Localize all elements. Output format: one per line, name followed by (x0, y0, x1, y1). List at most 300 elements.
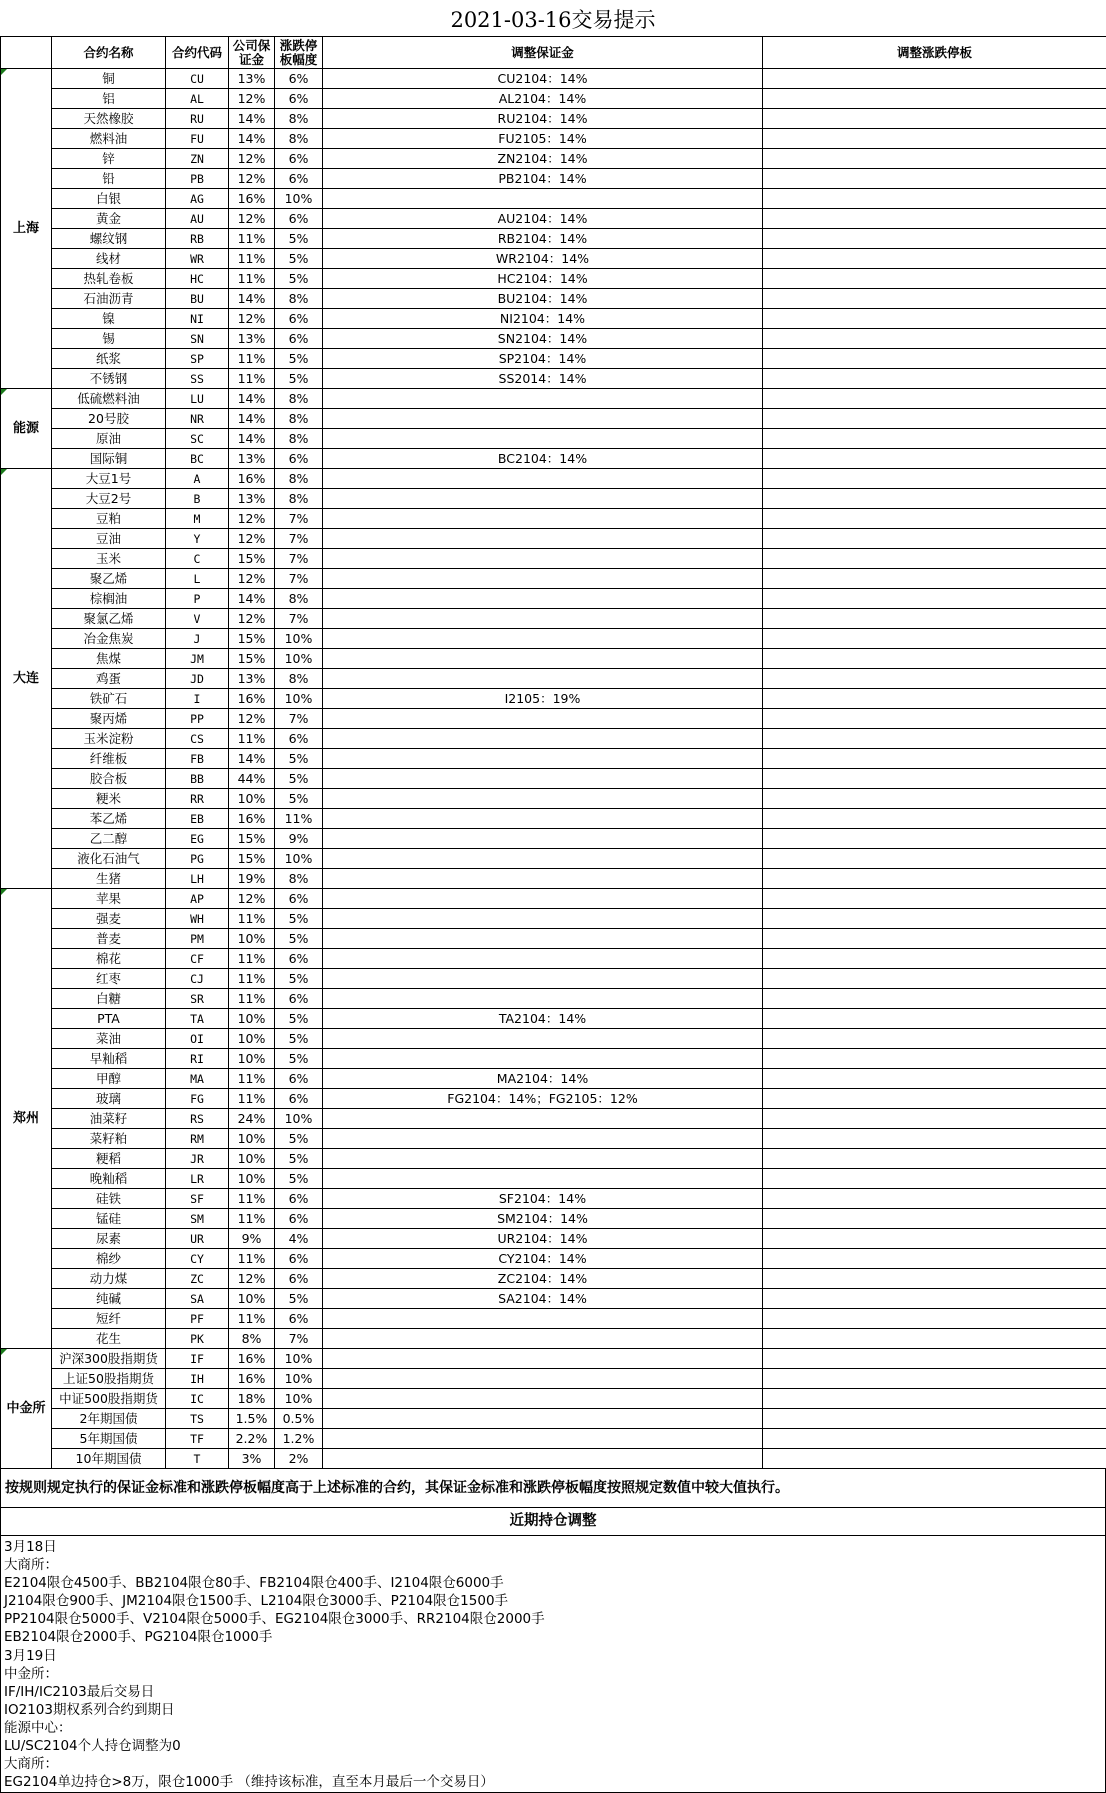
company-margin-cell: 14% (229, 109, 275, 129)
table-row (1, 1309, 1106, 1329)
contract-code-cell: ZN (166, 149, 229, 169)
adjusted-margin-cell (323, 949, 763, 969)
adjusted-margin-cell: AL2104：14% (323, 89, 763, 109)
contract-code-cell: EG (166, 829, 229, 849)
limit-range-cell: 5% (275, 349, 323, 369)
table-row (1, 169, 1106, 189)
limit-range-cell: 6% (275, 69, 323, 89)
company-margin-cell: 8% (229, 1329, 275, 1349)
table-row (1, 1149, 1106, 1169)
adjusted-limit-cell (763, 409, 1106, 429)
limit-range-cell: 8% (275, 289, 323, 309)
contract-name-cell: 黄金 (52, 209, 166, 229)
company-margin-cell: 12% (229, 609, 275, 629)
adjusted-limit-cell (763, 709, 1106, 729)
adjusted-limit-cell (763, 529, 1106, 549)
table-row (1, 669, 1106, 689)
limit-range-cell: 7% (275, 709, 323, 729)
company-margin-cell: 14% (229, 429, 275, 449)
contract-name-cell: 冶金焦炭 (52, 629, 166, 649)
company-margin-cell: 16% (229, 189, 275, 209)
company-margin-cell: 11% (229, 1069, 275, 1089)
adjusted-limit-cell (763, 649, 1106, 669)
company-margin-cell: 10% (229, 1149, 275, 1169)
company-margin-cell: 11% (229, 729, 275, 749)
contract-name-cell: 热轧卷板 (52, 269, 166, 289)
table-row (1, 849, 1106, 869)
position-line: 中金所： (4, 1665, 1102, 1683)
adjusted-limit-cell (763, 149, 1106, 169)
table-row (1, 949, 1106, 969)
adjusted-limit-cell (763, 1249, 1106, 1269)
contract-code-cell: AG (166, 189, 229, 209)
table-row (1, 1169, 1106, 1189)
position-line: PP2104限仓5000手、V2104限仓5000手、EG2104限仓3000手、RR2104限仓2000手 (4, 1610, 1102, 1628)
table-row (1, 569, 1106, 589)
contract-code-cell: JM (166, 649, 229, 669)
table-row (1, 1089, 1106, 1109)
header-company-margin: 公司保证金 (229, 37, 275, 69)
contract-name-cell: 聚丙烯 (52, 709, 166, 729)
company-margin-cell: 12% (229, 169, 275, 189)
table-row (1, 769, 1106, 789)
contract-code-cell: OI (166, 1029, 229, 1049)
contract-name-cell: 原油 (52, 429, 166, 449)
limit-range-cell: 6% (275, 1309, 323, 1329)
table-row (1, 1329, 1106, 1349)
contract-name-cell: 铁矿石 (52, 689, 166, 709)
contract-name-cell: 尿素 (52, 1229, 166, 1249)
adjusted-margin-cell: NI2104：14% (323, 309, 763, 329)
company-margin-cell: 11% (229, 369, 275, 389)
table-row (1, 549, 1106, 569)
table-row (1, 249, 1106, 269)
adjusted-limit-cell (763, 909, 1106, 929)
company-margin-cell: 12% (229, 1269, 275, 1289)
company-margin-cell: 12% (229, 569, 275, 589)
contract-code-cell: SS (166, 369, 229, 389)
company-margin-cell: 24% (229, 1109, 275, 1129)
adjusted-margin-cell (323, 409, 763, 429)
adjusted-margin-cell (323, 1169, 763, 1189)
adjusted-limit-cell (763, 1229, 1106, 1249)
contract-name-cell: 中证500股指期货 (52, 1389, 166, 1409)
limit-range-cell: 10% (275, 649, 323, 669)
table-row (1, 1209, 1106, 1229)
table-row (1, 649, 1106, 669)
contract-code-cell: FG (166, 1089, 229, 1109)
limit-range-cell: 8% (275, 469, 323, 489)
contract-code-cell: TF (166, 1429, 229, 1449)
contract-name-cell: 大豆1号 (52, 469, 166, 489)
contract-code-cell: CY (166, 1249, 229, 1269)
company-margin-cell: 11% (229, 1209, 275, 1229)
contract-code-cell: HC (166, 269, 229, 289)
contract-code-cell: RM (166, 1129, 229, 1149)
company-margin-cell: 11% (229, 909, 275, 929)
position-line: EG2104单边持仓>8万，限仓1000手 （维持该标准，直至本月最后一个交易日） (4, 1773, 1102, 1791)
company-margin-cell: 14% (229, 749, 275, 769)
contract-name-cell: 玉米 (52, 549, 166, 569)
margin-table-body (1, 37, 1106, 1469)
adjusted-limit-cell (763, 1409, 1106, 1429)
contract-code-cell: PF (166, 1309, 229, 1329)
header-contract-code: 合约代码 (166, 37, 229, 69)
adjusted-margin-cell (323, 709, 763, 729)
contract-code-cell: SF (166, 1189, 229, 1209)
adjusted-limit-cell (763, 329, 1106, 349)
company-margin-cell: 10% (229, 1129, 275, 1149)
contract-name-cell: 棉花 (52, 949, 166, 969)
company-margin-cell: 12% (229, 509, 275, 529)
adjusted-limit-cell (763, 189, 1106, 209)
contract-name-cell: 甲醇 (52, 1069, 166, 1089)
exchange-cell: 大连 (1, 469, 52, 889)
adjusted-limit-cell (763, 1169, 1106, 1189)
table-row (1, 1289, 1106, 1309)
limit-range-cell: 6% (275, 309, 323, 329)
contract-name-cell: 油菜籽 (52, 1109, 166, 1129)
contract-name-cell: 石油沥青 (52, 289, 166, 309)
adjusted-margin-cell (323, 669, 763, 689)
company-margin-cell: 13% (229, 329, 275, 349)
company-margin-cell: 14% (229, 589, 275, 609)
company-margin-cell: 11% (229, 349, 275, 369)
limit-range-cell: 10% (275, 1109, 323, 1129)
contract-name-cell: 菜油 (52, 1029, 166, 1049)
contract-code-cell: L (166, 569, 229, 589)
table-row (1, 789, 1106, 809)
adjusted-margin-cell (323, 429, 763, 449)
table-row (1, 1129, 1106, 1149)
contract-code-cell: FB (166, 749, 229, 769)
contract-code-cell: SP (166, 349, 229, 369)
adjusted-limit-cell (763, 509, 1106, 529)
table-row (1, 289, 1106, 309)
adjusted-limit-cell (763, 309, 1106, 329)
company-margin-cell: 15% (229, 849, 275, 869)
limit-range-cell: 5% (275, 1049, 323, 1069)
adjusted-margin-cell (323, 989, 763, 1009)
position-line: IF/IH/IC2103最后交易日 (4, 1683, 1102, 1701)
contract-code-cell: PM (166, 929, 229, 949)
company-margin-cell: 10% (229, 1009, 275, 1029)
company-margin-cell: 16% (229, 809, 275, 829)
company-margin-cell: 11% (229, 1089, 275, 1109)
table-row (1, 149, 1106, 169)
table-row (1, 529, 1106, 549)
limit-range-cell: 6% (275, 89, 323, 109)
adjusted-limit-cell (763, 849, 1106, 869)
adjusted-margin-cell: MA2104：14% (323, 1069, 763, 1089)
contract-code-cell: SA (166, 1289, 229, 1309)
company-margin-cell: 14% (229, 289, 275, 309)
contract-name-cell: 10年期国债 (52, 1449, 166, 1469)
adjusted-margin-cell (323, 729, 763, 749)
limit-range-cell: 5% (275, 789, 323, 809)
position-adjustment-body (0, 1536, 1106, 1793)
limit-range-cell: 10% (275, 689, 323, 709)
company-margin-cell: 11% (229, 989, 275, 1009)
table-row (1, 1409, 1106, 1429)
contract-name-cell: 鸡蛋 (52, 669, 166, 689)
contract-code-cell: WR (166, 249, 229, 269)
table-row (1, 689, 1106, 709)
adjusted-margin-cell: FU2105：14% (323, 129, 763, 149)
contract-name-cell: 不锈钢 (52, 369, 166, 389)
contract-name-cell: 白糖 (52, 989, 166, 1009)
adjusted-limit-cell (763, 1009, 1106, 1029)
company-margin-cell: 11% (229, 269, 275, 289)
limit-range-cell: 7% (275, 609, 323, 629)
adjusted-limit-cell (763, 209, 1106, 229)
adjusted-margin-cell (323, 1329, 763, 1349)
adjusted-limit-cell (763, 1029, 1106, 1049)
adjusted-limit-cell (763, 969, 1106, 989)
table-row (1, 469, 1106, 489)
contract-name-cell: 菜籽粕 (52, 1129, 166, 1149)
position-adjustment-title: 近期持仓调整 (0, 1508, 1106, 1536)
table-row (1, 889, 1106, 909)
contract-name-cell: 短纤 (52, 1309, 166, 1329)
contract-name-cell: 镍 (52, 309, 166, 329)
adjusted-limit-cell (763, 1349, 1106, 1369)
contract-name-cell: 聚氯乙烯 (52, 609, 166, 629)
limit-range-cell: 10% (275, 849, 323, 869)
table-row (1, 629, 1106, 649)
exchange-cell: 上海 (1, 69, 52, 389)
adjusted-margin-cell (323, 749, 763, 769)
limit-range-cell: 2% (275, 1449, 323, 1469)
company-margin-cell: 11% (229, 1309, 275, 1329)
adjusted-limit-cell (763, 1269, 1106, 1289)
company-margin-cell: 10% (229, 789, 275, 809)
table-row (1, 1029, 1106, 1049)
adjusted-margin-cell (323, 869, 763, 889)
table-row (1, 69, 1106, 89)
contract-name-cell: 纸浆 (52, 349, 166, 369)
table-row (1, 429, 1106, 449)
contract-code-cell: RU (166, 109, 229, 129)
company-margin-cell: 12% (229, 889, 275, 909)
contract-code-cell: B (166, 489, 229, 509)
contract-code-cell: IF (166, 1349, 229, 1369)
contract-name-cell: 强麦 (52, 909, 166, 929)
contract-name-cell: 焦煤 (52, 649, 166, 669)
contract-code-cell: M (166, 509, 229, 529)
limit-range-cell: 6% (275, 1069, 323, 1089)
contract-code-cell: CJ (166, 969, 229, 989)
limit-range-cell: 6% (275, 169, 323, 189)
adjusted-margin-cell (323, 829, 763, 849)
header-limit-range: 涨跌停板幅度 (275, 37, 323, 69)
table-row (1, 269, 1106, 289)
adjusted-limit-cell (763, 629, 1106, 649)
table-row (1, 369, 1106, 389)
adjusted-margin-cell (323, 909, 763, 929)
limit-range-cell: 5% (275, 969, 323, 989)
limit-range-cell: 6% (275, 729, 323, 749)
table-row (1, 329, 1106, 349)
adjusted-limit-cell (763, 1369, 1106, 1389)
adjusted-limit-cell (763, 1389, 1106, 1409)
table-row (1, 1229, 1106, 1249)
table-row (1, 749, 1106, 769)
exchange-cell: 中金所 (1, 1349, 52, 1469)
company-margin-cell: 16% (229, 689, 275, 709)
adjusted-margin-cell (323, 1449, 763, 1469)
limit-range-cell: 10% (275, 189, 323, 209)
contract-name-cell: 大豆2号 (52, 489, 166, 509)
table-row (1, 489, 1106, 509)
limit-range-cell: 10% (275, 1349, 323, 1369)
company-margin-cell: 15% (229, 649, 275, 669)
adjusted-limit-cell (763, 929, 1106, 949)
limit-range-cell: 8% (275, 429, 323, 449)
table-row (1, 589, 1106, 609)
contract-code-cell: EB (166, 809, 229, 829)
adjusted-limit-cell (763, 889, 1106, 909)
limit-range-cell: 0.5% (275, 1409, 323, 1429)
company-margin-cell: 44% (229, 769, 275, 789)
contract-name-cell: 锰硅 (52, 1209, 166, 1229)
limit-range-cell: 9% (275, 829, 323, 849)
limit-range-cell: 10% (275, 1369, 323, 1389)
limit-range-cell: 6% (275, 149, 323, 169)
adjusted-margin-cell: RB2104：14% (323, 229, 763, 249)
company-margin-cell: 11% (229, 1249, 275, 1269)
contract-name-cell: 动力煤 (52, 1269, 166, 1289)
company-margin-cell: 13% (229, 69, 275, 89)
adjusted-limit-cell (763, 689, 1106, 709)
adjusted-limit-cell (763, 949, 1106, 969)
adjusted-limit-cell (763, 1109, 1106, 1129)
adjusted-margin-cell (323, 1149, 763, 1169)
position-line: EB2104限仓2000手、PG2104限仓1000手 (4, 1628, 1102, 1646)
company-margin-cell: 12% (229, 209, 275, 229)
adjusted-limit-cell (763, 109, 1106, 129)
contract-code-cell: MA (166, 1069, 229, 1089)
table-row (1, 1269, 1106, 1289)
contract-name-cell: 玉米淀粉 (52, 729, 166, 749)
adjusted-limit-cell (763, 1089, 1106, 1109)
adjusted-limit-cell (763, 809, 1106, 829)
contract-code-cell: NR (166, 409, 229, 429)
margin-table (0, 36, 1106, 1469)
company-margin-cell: 3% (229, 1449, 275, 1469)
contract-name-cell: 早籼稻 (52, 1049, 166, 1069)
limit-range-cell: 7% (275, 549, 323, 569)
company-margin-cell: 11% (229, 249, 275, 269)
contract-name-cell: 螺纹钢 (52, 229, 166, 249)
limit-range-cell: 8% (275, 109, 323, 129)
adjusted-margin-cell: AU2104：14% (323, 209, 763, 229)
contract-name-cell: 铝 (52, 89, 166, 109)
contract-code-cell: JD (166, 669, 229, 689)
adjusted-margin-cell (323, 509, 763, 529)
adjusted-margin-cell: ZN2104：14% (323, 149, 763, 169)
adjusted-margin-cell (323, 889, 763, 909)
adjusted-margin-cell: UR2104：14% (323, 1229, 763, 1249)
limit-range-cell: 7% (275, 509, 323, 529)
adjusted-limit-cell (763, 489, 1106, 509)
company-margin-cell: 16% (229, 1349, 275, 1369)
company-margin-cell: 16% (229, 1369, 275, 1389)
limit-range-cell: 5% (275, 1009, 323, 1029)
contract-code-cell: FU (166, 129, 229, 149)
adjusted-limit-cell (763, 749, 1106, 769)
header-adjusted-margin: 调整保证金 (323, 37, 763, 69)
table-row (1, 1249, 1106, 1269)
limit-range-cell: 8% (275, 589, 323, 609)
table-row (1, 409, 1106, 429)
limit-range-cell: 8% (275, 869, 323, 889)
exchange-cell: 郑州 (1, 889, 52, 1349)
contract-name-cell: 纤维板 (52, 749, 166, 769)
contract-code-cell: A (166, 469, 229, 489)
contract-name-cell: 普麦 (52, 929, 166, 949)
adjusted-limit-cell (763, 1429, 1106, 1449)
contract-code-cell: PG (166, 849, 229, 869)
limit-range-cell: 5% (275, 1289, 323, 1309)
limit-range-cell: 8% (275, 129, 323, 149)
contract-name-cell: 生猪 (52, 869, 166, 889)
contract-name-cell: 豆油 (52, 529, 166, 549)
limit-range-cell: 6% (275, 1269, 323, 1289)
adjusted-margin-cell (323, 769, 763, 789)
adjusted-margin-cell: BU2104：14% (323, 289, 763, 309)
adjusted-limit-cell (763, 1049, 1106, 1069)
limit-range-cell: 6% (275, 1249, 323, 1269)
contract-code-cell: ZC (166, 1269, 229, 1289)
table-row (1, 729, 1106, 749)
adjusted-margin-cell (323, 589, 763, 609)
adjusted-margin-cell: SN2104：14% (323, 329, 763, 349)
company-margin-cell: 12% (229, 149, 275, 169)
adjusted-margin-cell (323, 1429, 763, 1449)
adjusted-margin-cell: TA2104：14% (323, 1009, 763, 1029)
contract-name-cell: PTA (52, 1009, 166, 1029)
contract-code-cell: TA (166, 1009, 229, 1029)
limit-range-cell: 4% (275, 1229, 323, 1249)
table-row (1, 909, 1106, 929)
table-row (1, 929, 1106, 949)
adjusted-margin-cell (323, 1409, 763, 1429)
company-margin-cell: 12% (229, 309, 275, 329)
table-row (1, 1449, 1106, 1469)
adjusted-margin-cell: PB2104：14% (323, 169, 763, 189)
contract-name-cell: 天然橡胶 (52, 109, 166, 129)
contract-name-cell: 粳稻 (52, 1149, 166, 1169)
limit-range-cell: 6% (275, 1209, 323, 1229)
contract-name-cell: 燃料油 (52, 129, 166, 149)
adjusted-margin-cell (323, 809, 763, 829)
adjusted-margin-cell (323, 189, 763, 209)
table-row (1, 449, 1106, 469)
adjusted-margin-cell (323, 469, 763, 489)
table-row (1, 129, 1106, 149)
adjusted-limit-cell (763, 1189, 1106, 1209)
position-line: 3月18日 (4, 1538, 1102, 1556)
company-margin-cell: 11% (229, 969, 275, 989)
contract-name-cell: 粳米 (52, 789, 166, 809)
adjusted-limit-cell (763, 289, 1106, 309)
table-row (1, 309, 1106, 329)
adjusted-margin-cell (323, 649, 763, 669)
adjusted-margin-cell (323, 629, 763, 649)
limit-range-cell: 6% (275, 949, 323, 969)
contract-code-cell: PP (166, 709, 229, 729)
